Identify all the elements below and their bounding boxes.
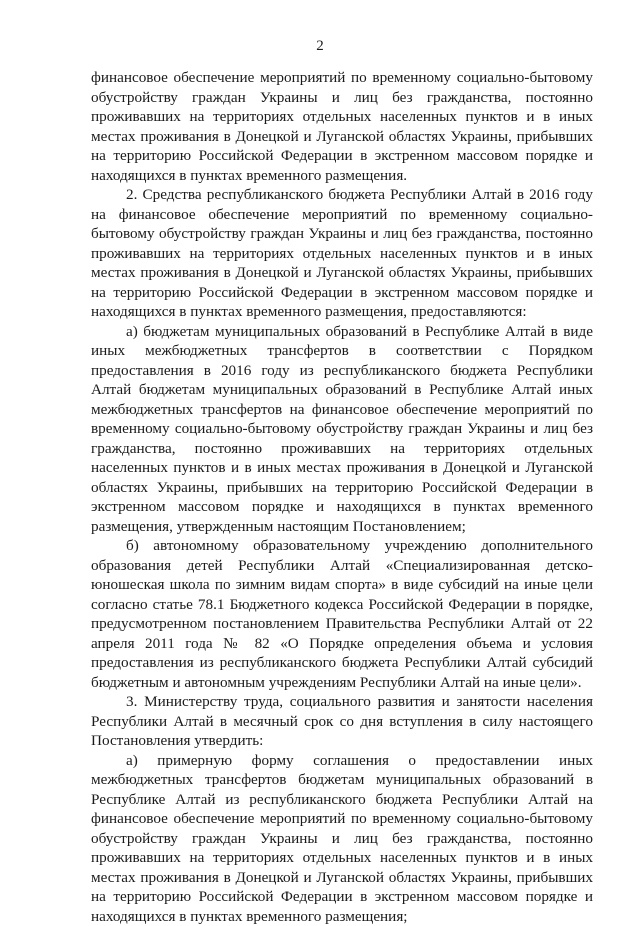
paragraph-continuation: финансовое обеспечение мероприятий по временному социально-бытовому обустройству граждан Украины и лиц без гражданства, постоянно проживавших на территориях отдельных населенных пунктов и в иных местах проживания в Донецкой и Луганской областях Украины, прибывших на территорию Российской Федерации в экстренном массовом порядке и находящихся в пунктах временного размещения. [91, 68, 593, 185]
paragraph-item-3a: а) примерную форму соглашения о предоставлении иных межбюджетных трансфертов бюджетам муниципальных образований в Республике Алтай из республиканского бюджета Республики Алтай на финансовое обеспечение мероприятий по временному социально-бытовому обустройству граждан Украины и лиц без гражданства, постоянно проживавших на территориях отдельных населенных пунктов и в иных местах проживания в Донецкой и Луганской областях Украины, прибывших на территорию Российской Федерации в экстренном массовом порядке и находящихся в пунктах временного размещения; [91, 751, 593, 926]
paragraph-item-2: 2. Средства республиканского бюджета Республики Алтай в 2016 году на финансовое обеспечение мероприятий по временному социально-бытовому обустройству граждан Украины и лиц без гражданства, постоянно проживавших на территориях отдельных населенных пунктов и в иных местах проживания в Донецкой и Луганской областях Украины, прибывших на территорию Российской Федерации в экстренном массовом порядке и находящихся в пунктах временного размещения, предоставляются: [91, 185, 593, 322]
page-number: 2 [0, 38, 640, 55]
paragraph-item-2b: б) автономному образовательному учреждению дополнительного образования детей Республики Алтай «Специализированная детско-юношеская школа по зимним видам спорта» в виде субсидий на иные цели согласно статье 78.1 Бюджетного кодекса Российской Федерации в порядке, предусмотренном постановлением Правительства Республики Алтай от 22 апреля 2011 года № 82 «О Порядке определения объема и условия предоставления из республиканского бюджета Республики Алтай субсидий бюджетным и автономным учреждениям Республики Алтай на иные цели». [91, 536, 593, 692]
paragraph-item-3: 3. Министерству труда, социального развития и занятости населения Республики Алтай в месячный срок со дня вступления в силу настоящего Постановления утвердить: [91, 692, 593, 751]
paragraph-item-2a: а) бюджетам муниципальных образований в Республике Алтай в виде иных межбюджетных трансфертов в соответствии с Порядком предоставления в 2016 году из республиканского бюджета Республики Алтай бюджетам муниципальных образований в Республике Алтай иных межбюджетных трансфертов на финансовое обеспечение мероприятий по временному социально-бытовому обустройству граждан Украины и лиц без гражданства, постоянно проживавших на территориях отдельных населенных пунктов и в иных местах проживания в Донецкой и Луганской областях Украины, прибывших на территорию Российской Федерации в экстренном массовом порядке и находящихся в пунктах временного размещения, утвержденным настоящим Постановлением; [91, 322, 593, 537]
document-body [91, 68, 593, 926]
